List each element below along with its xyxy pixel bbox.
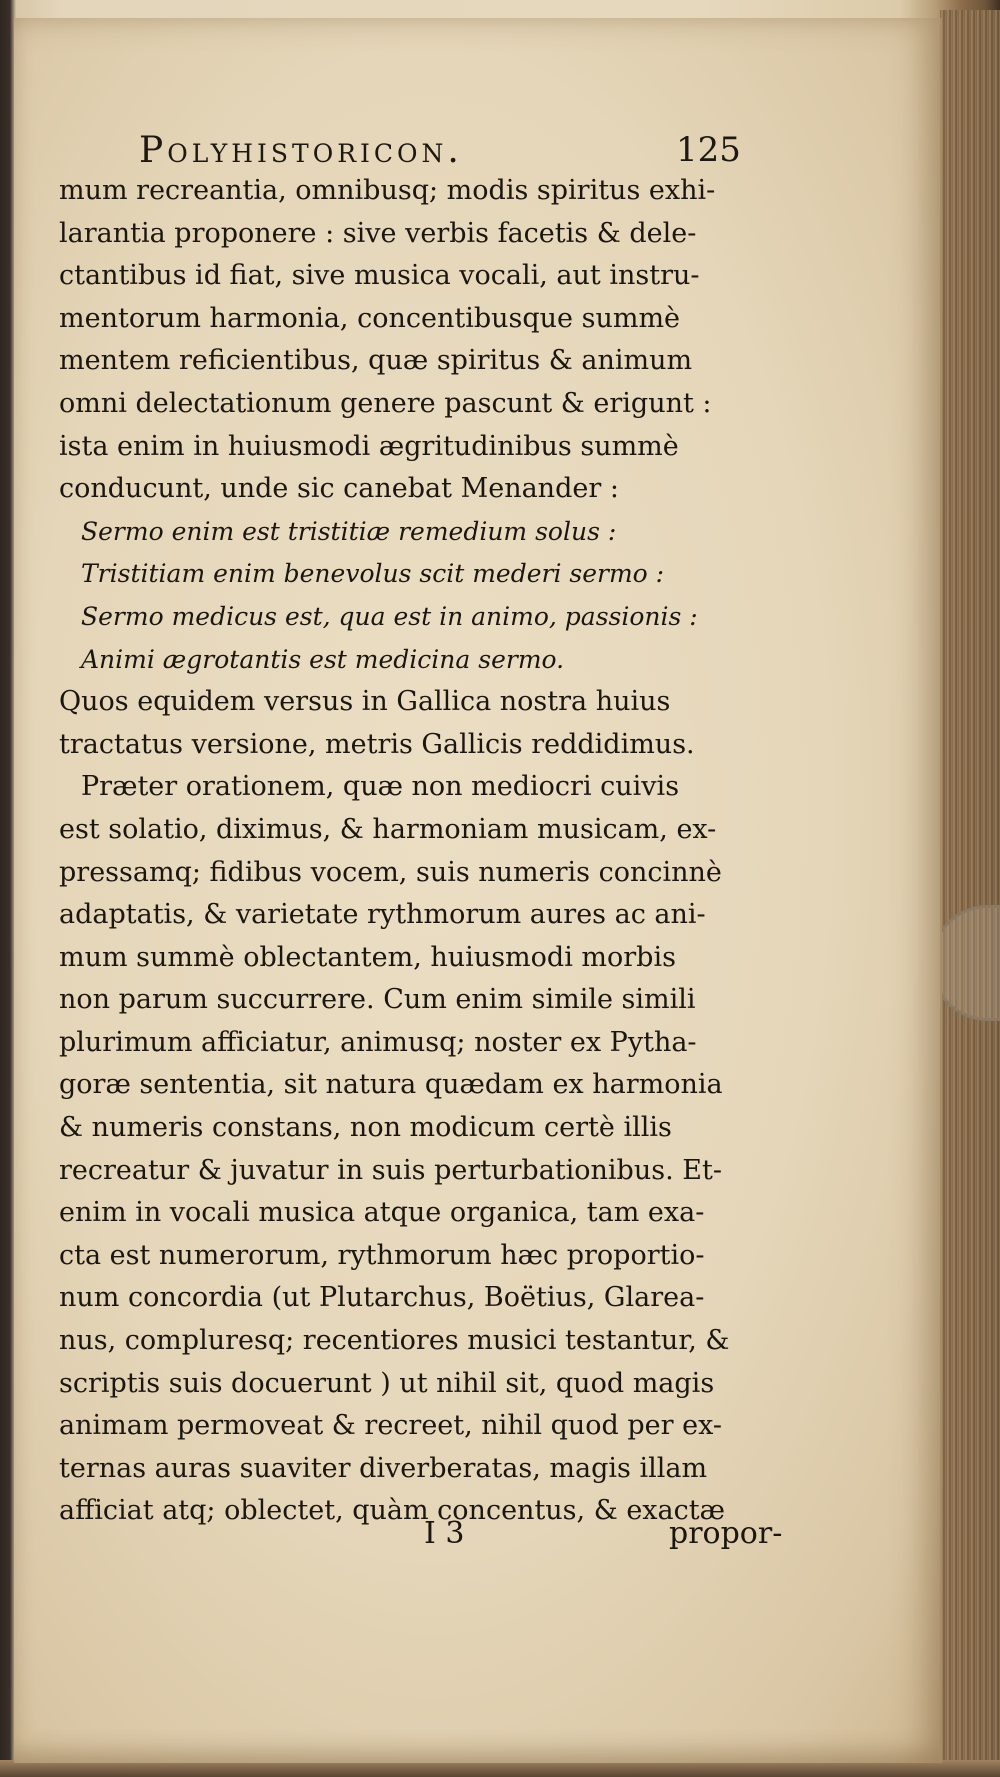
page-number: 125 [676,130,741,170]
text-line: pressamq; fidibus vocem, suis numeris concinnè [59,856,722,888]
text-line: plurimum afficiatur, animusq; noster ex Pytha- [59,1026,697,1058]
text-line: enim in vocali musica atque organica, tam exa- [59,1197,705,1229]
text-line: & numeris constans, non modicum certè illis [59,1112,672,1144]
text-line: ternas auras suaviter diverberatas, magis illam [59,1452,708,1484]
text-line: omni delectationum genere pascunt & erigunt : [59,387,712,419]
text-line: mentorum harmonia, concentibusque summè [59,302,681,334]
verse-line: Tristitiam enim benevolus scit mederi sermo : [81,559,665,589]
text-line: Quos equidem versus in Gallica nostra huius [59,686,671,718]
text-line: recreatur & juvatur in suis perturbationibus. Et- [59,1154,722,1186]
text-line: scriptis suis docuerunt ) ut nihil sit, quod magis [59,1367,715,1399]
text-line: ista enim in huiusmodi ægritudinibus summè [59,430,679,462]
text-line: tractatus versione, metris Gallicis reddidimus. [59,728,695,760]
text-line: est solatio, diximus, & harmoniam musicam, ex- [59,813,717,845]
signature-mark: I 3 [424,1516,465,1551]
text-line: conducunt, unde sic canebat Menander : [59,473,619,505]
catchword: propor- [669,1516,783,1551]
text-line: adaptatis, & varietate rythmorum aures ac ani- [59,899,706,931]
text-line: non parum succurrere. Cum enim simile simili [59,984,696,1016]
verse-line: Sermo enim est tristitiæ remedium solus : [81,516,617,546]
page-footer [14,1516,940,1560]
book-fore-edge [940,10,1000,1767]
text-line: cta est numerorum, rythmorum hæc proportio- [59,1239,705,1271]
verse-line: Sermo medicus est, qua est in animo, passionis : [81,601,698,631]
text-line: mentem reficientibus, quæ spiritus & animum [59,345,693,377]
text-line: num concordia (ut Plutarchus, Boëtius, Glarea- [59,1282,705,1314]
text-line: mum summè oblectantem, huiusmodi morbis [59,941,676,973]
paragraph-start-line: Præter orationem, quæ non mediocri cuivis [81,771,680,803]
text-line: goræ sententia, sit natura quædam ex harmonia [59,1069,723,1101]
verse-line: Animi ægrotantis est medicina sermo. [81,644,565,674]
page-leaf [14,18,942,1763]
body-text [59,170,819,1533]
running-head: Polyhistoricon. [139,130,463,171]
text-line: afficiat atq; oblectet, quàm concentus, & exactæ [59,1495,725,1527]
text-line: nus, compluresq; recentiores musici testantur, & [59,1325,730,1357]
text-line: ctantibus id fiat, sive musica vocali, aut instru- [59,260,700,292]
text-line: mum recreantia, omnibusq; modis spiritus exhi- [59,175,716,206]
text-line: larantia proponere : sive verbis facetis & dele- [59,217,697,249]
text-line: animam permoveat & recreet, nihil quod per ex- [59,1410,722,1442]
